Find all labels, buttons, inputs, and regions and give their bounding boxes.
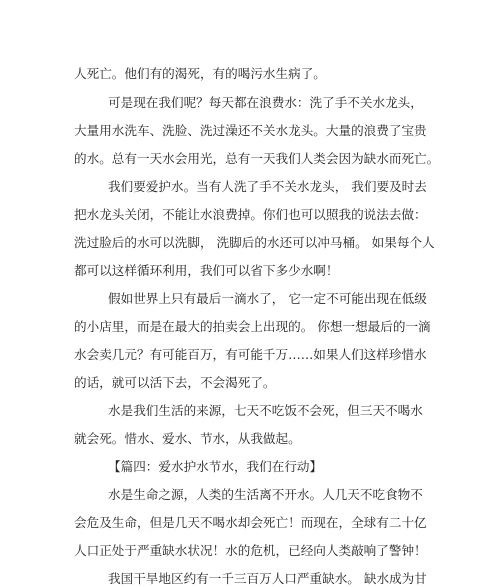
text-line-17: 会危及生命，但是几天不喝水却会死亡！而现在，全球有二十亿: [74, 515, 427, 530]
text-line-13: 水是我们生活的来源，七天不吃饭不会死，但三天不喝水: [108, 403, 423, 418]
text-line-10: 的小店里，而是在最大的拍卖会上出现的。 你想一想最后的一滴: [74, 319, 431, 334]
text-line-9: 假如世界上只有最后一滴水了， 它一定不可能出现在低级: [108, 291, 427, 306]
text-line-16: 水是生命之源，人类的生活离不开水。人几天不吃食物不: [108, 487, 423, 502]
text-line-4: 的水。总有一天水会用光，总有一天我们人类会因为缺水而死亡。: [74, 151, 440, 166]
section-heading: 【篇四：爱水护水节水，我们在行动】: [108, 459, 323, 474]
text-line-18: 人口正处于严重缺水状况！水的危机，已经向人类敲响了警钟！: [74, 543, 427, 558]
text-line-2: 可是现在我们呢？每天都在浪费水：洗了手不关水龙头，: [108, 95, 423, 110]
text-line-3: 大量用水洗车、洗脸、洗过澡还不关水龙头。大量的浪费了宝贵: [74, 123, 427, 138]
text-line-5: 我们要爱护水。当有人洗了手不关水龙头， 我们要及时去: [108, 179, 427, 194]
text-line-1: 人死亡。他们有的渴死，有的喝污水生病了。: [74, 66, 326, 81]
text-line-8: 都可以这样循环利用，我们可以省下多少水啊！: [74, 263, 339, 278]
text-line-6: 把水龙头关闭，不能让水浪费掉。你们也可以照我的说法去做：: [74, 207, 427, 222]
text-line-19: 我国干旱地区约有一千三百万人口严重缺水。 缺水成为甘: [108, 571, 427, 586]
text-line-14: 就会死。惜水、爱水、节水，从我做起。: [74, 431, 301, 446]
text-line-12: 的话，就可以活下去，不会渴死了。: [74, 375, 276, 390]
text-line-11: 水会卖几元？有可能百万，有可能千万……如果人们这样珍惜水: [74, 347, 427, 362]
text-line-7: 洗过脸后的水可以洗脚， 洗脚后的水还可以冲马桶。 如果每个人: [74, 235, 435, 250]
